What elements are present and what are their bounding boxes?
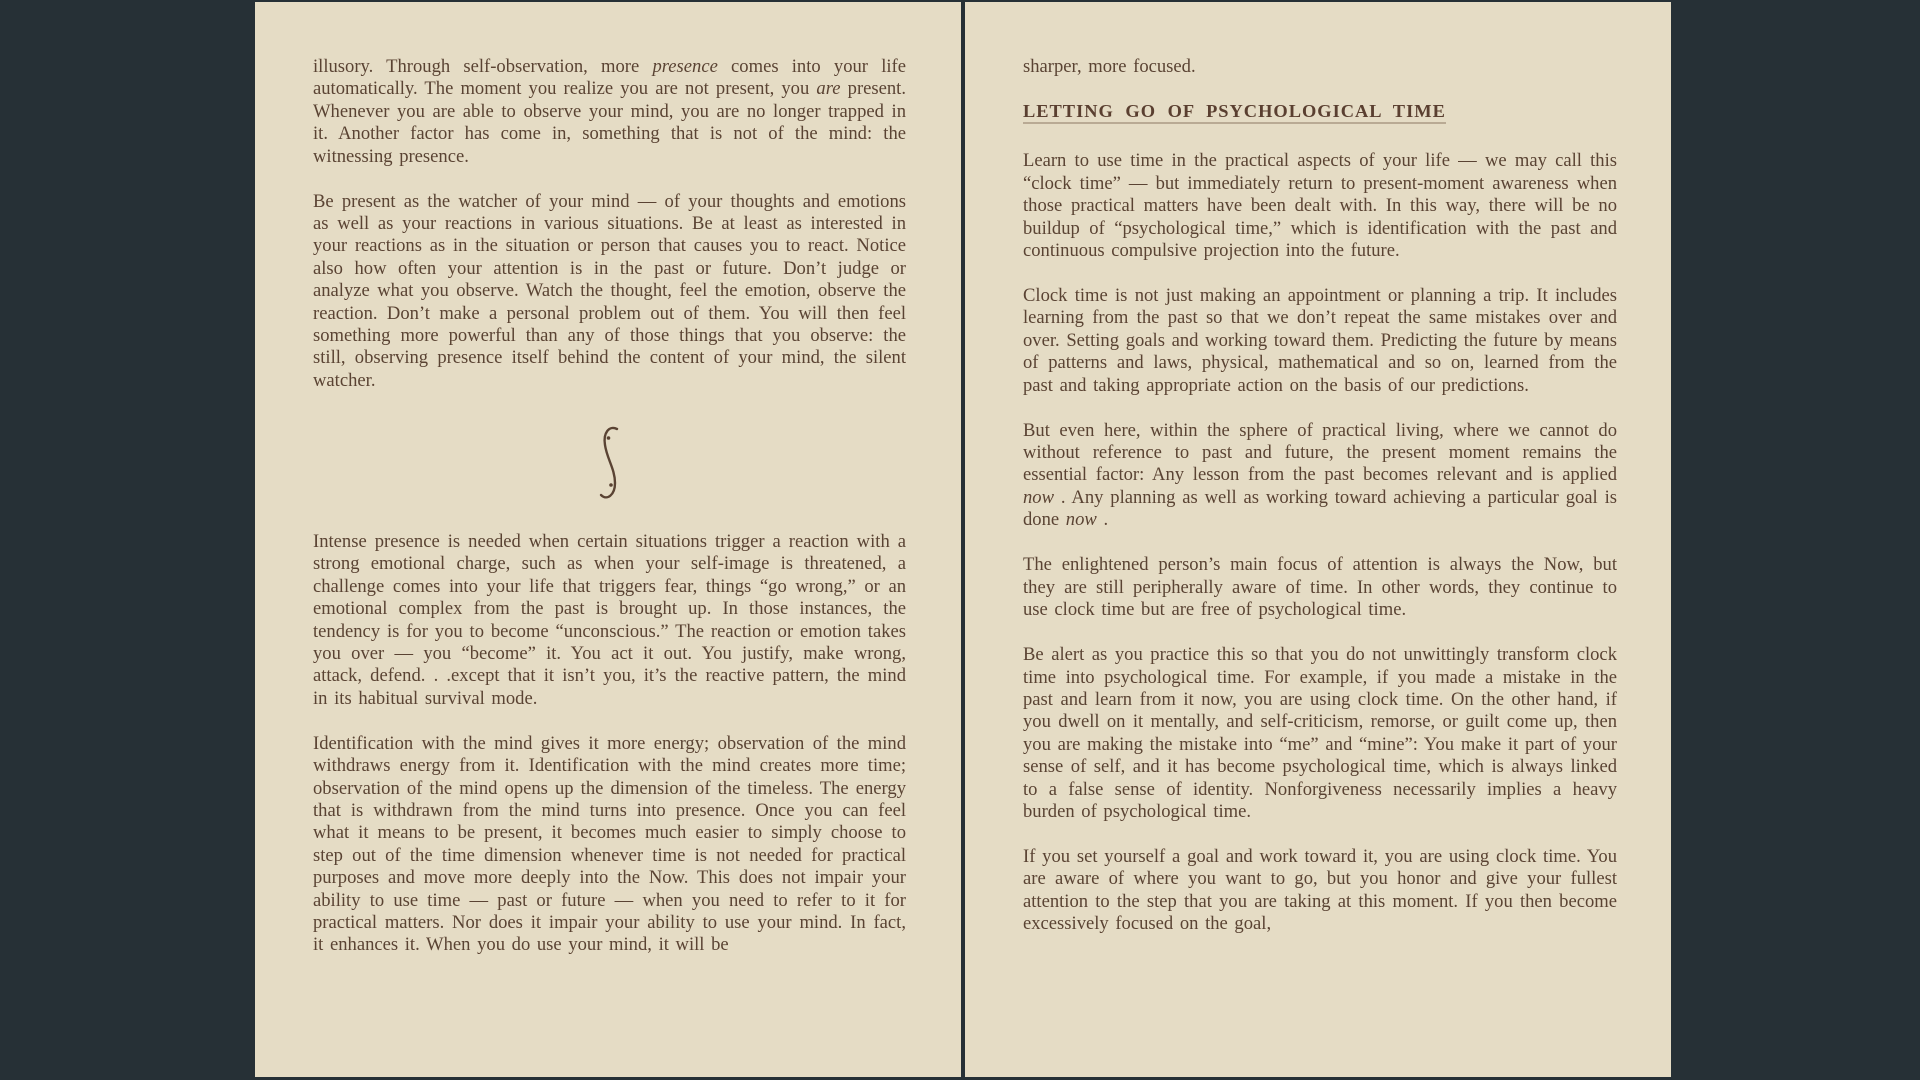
emphasis-now: now [1023,486,1054,508]
paragraph: Intense presence is needed when certain situations trigger a reaction with a strong emotional charge, such as when your self-image is threatened, a challenge comes into your life that triggers fear, things “go wrong,” or an emotional complex from the past is brought up. In those instances, the tendency is for you to become “unconscious.” The reaction or emotion takes you over — you “become” it. You act it out. You justify, make wrong, attack, defend. . .except that it isn’t you, it’s the reactive pattern, the mind in its habitual survival mode. [313,530,906,709]
paragraph: Be present as the watcher of your mind — of your thoughts and emotions as well as your reactions in various situations. Be at least as interested in your reactions as in the situation or person that causes you to react. Notice also how often your attention is in the past or future. Don’t judge or analyze what you observe. Watch the thought, feel the emotion, observe the reaction. Don’t make a personal problem out of them. You will then feel something more powerful than any of those things that you observe: the still, observing presence itself behind the content of your mind, the silent watcher. [313,190,906,391]
paragraph-continuation: sharper, more focused. [1023,56,1196,77]
right-page-text [1023,56,1617,936]
left-page [255,2,961,1077]
text-run: But even here, within the sphere of practical living, where we cannot do without reference to past and future, the present moment remains the essential factor: Any lesson from the past becomes relevant and is applied [1023,419,1617,486]
text-run: . Any planning as well as working toward achieving a particular goal is done [1023,486,1617,531]
emphasis-presence: presence [652,56,718,77]
paragraph [1023,420,1617,532]
paragraph: Clock time is not just making an appointment or planning a trip. It includes learning from the past so that we don’t repeat the same mistakes over and over. Setting goals and working toward them. Predicting the future by means of patterns and laws, physical, mathematical and so on, learned from the past and taking appropriate action on the basis of our predictions. [1023,285,1617,396]
paragraph [313,56,906,168]
section-heading: LETTING GO OF PSYCHOLOGICAL TIME [1023,100,1446,124]
emphasis-now: now [1065,509,1097,531]
text-run: illusory. Through self-observation, more [313,56,653,77]
paragraph: Be alert as you practice this so that you do not unwittingly transform clock time into psychological time. For example, if you made a mistake in the past and learn from it now, you are using clock time. On the other hand, if you dwell on it mentally, and self-criticism, remorse, or guilt come up, then you are making the mistake into “me” and “mine”: You make it part of your sense of self, and it has become psychological time, which is always linked to a false sense of identity. Nonforgiveness necessarily implies a heavy burden of psychological time. [1023,644,1617,822]
text-run: comes into your life automatically. The moment you realize you are not present, you [313,56,906,100]
paragraph: If you set yourself a goal and work toward it, you are using clock time. You are aware of where you want to go, but you honor and give your fullest attention to the step that you are taking at this moment. If you then become excessively focused on the goal, [1023,845,1617,935]
left-page-text [313,56,906,957]
paragraph: Learn to use time in the practical aspects of your life — we may call this “clock time” — but immediately return to present-moment awareness when those practical matters have been dealt with. In this way, there will be no buildup of “psychological time,” which is identification with the past and continuous compulsive projection into the future. [1023,150,1617,262]
text-run: . [1096,509,1109,531]
section-ornament-icon [595,423,625,503]
paragraph: The enlightened person’s main focus of attention is always the Now, but they are still peripherally aware of time. In other words, they continue to use clock time but are free of psychological time. [1023,554,1617,621]
text-run: present. Whenever you are able to observe your mind, you are no longer trapped in it. Another factor has come in, something that is not of the mind: the witnessing presence. [313,78,906,167]
section-divider [313,413,906,521]
right-page [965,2,1671,1077]
emphasis-are: are [816,78,841,100]
paragraph: Identification with the mind gives it more energy; observation of the mind withdraws energy from it. Identification with the mind creates more time; observation of the mind opens up the dimension of the timeless. The energy that is withdrawn from the mind turns into presence. Once you can feel what it means to be present, it becomes much easier to simply choose to step out of the time dimension whenever time is not needed for practical purposes and move more deeply into the Now. This does not impair your ability to use time — past or future — when you need to refer to it for practical matters. Nor does it impair your ability to use your mind. In fact, it enhances it. When you do use your mind, it will be [313,732,906,956]
